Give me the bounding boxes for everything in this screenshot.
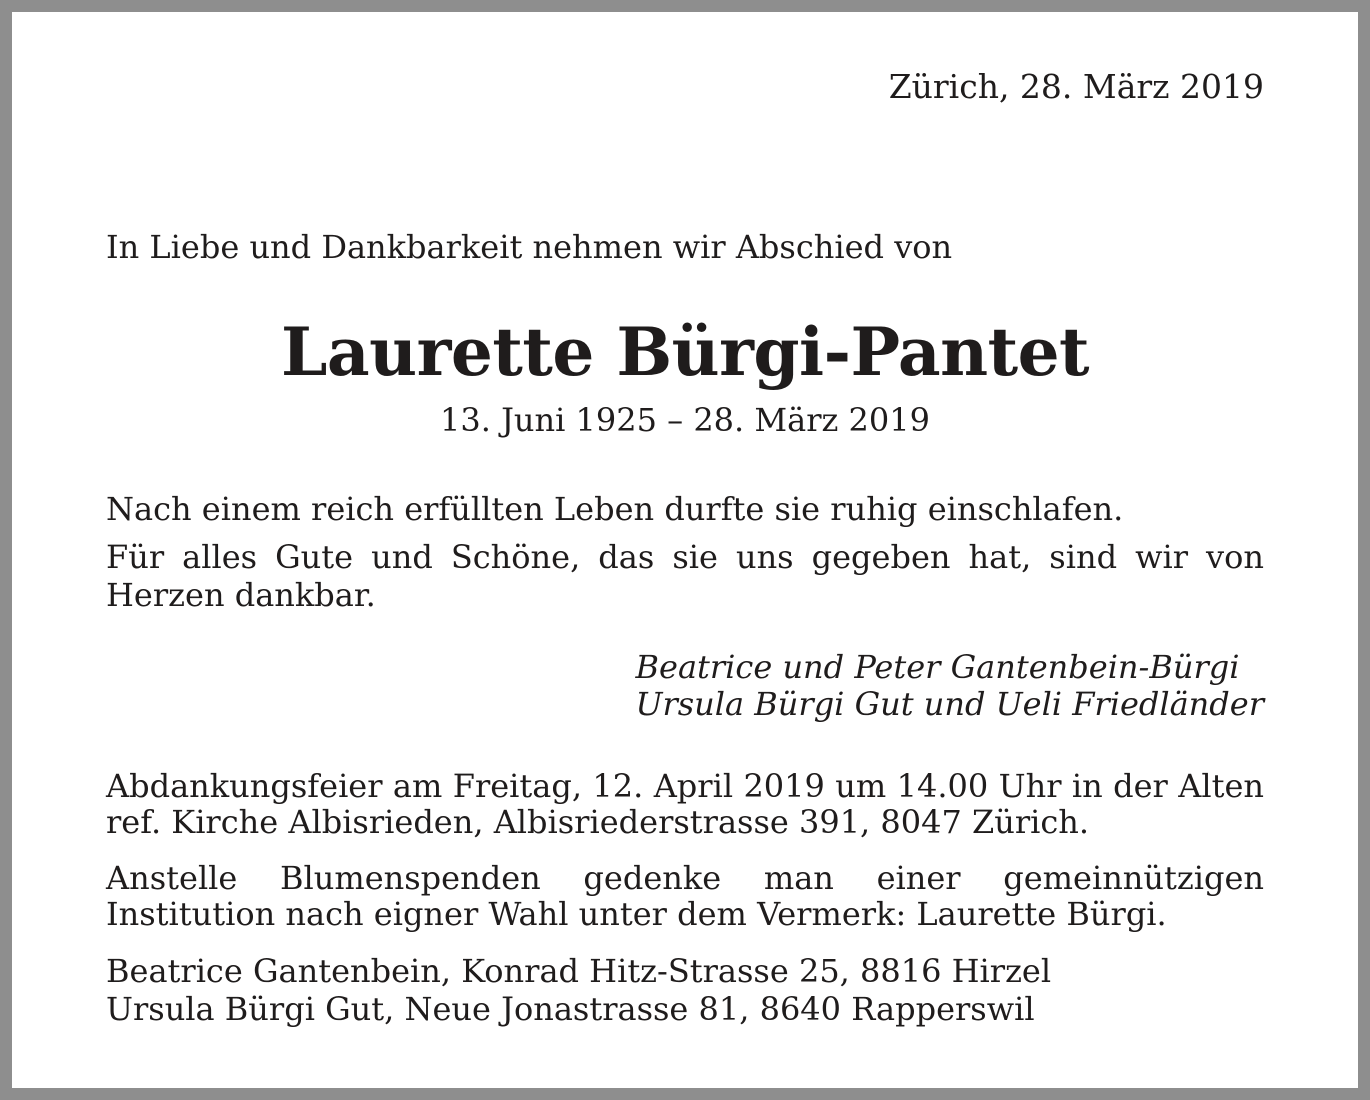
- address-line: Beatrice Gantenbein, Konrad Hitz-Strasse 25, 8816 Hirzel: [106, 952, 1052, 990]
- address-line: Ursula Bürgi Gut, Neue Jonastrasse 81, 8640 Rapperswil: [106, 990, 1035, 1028]
- ceremony-paragraph: Abdankungsfeier am Freitag, 12. April 2019 um 14.00 Uhr in der Alten ref. Kirche Albisrieden, Albisriederstrasse 391, 8047 Zürich.: [106, 767, 1264, 841]
- text-paragraph-1: Nach einem reich erfüllten Leben durfte sie ruhig einschlafen.: [106, 490, 1124, 528]
- donation-paragraph: Anstelle Blumenspenden gedenke man einer gemeinnützigen Institution nach eigner Wahl unter dem Vermerk: Laurette Bürgi.: [106, 859, 1264, 933]
- deceased-name: Laurette Bürgi-Pantet: [280, 313, 1090, 391]
- text-paragraph-2: Für alles Gute und Schöne, das sie uns gegeben hat, sind wir von Herzen dankbar.: [106, 538, 1264, 614]
- addresses-block: [106, 952, 1051, 1028]
- place-date: Zürich, 28. März 2019: [888, 67, 1264, 106]
- intro-text: In Liebe und Dankbarkeit nehmen wir Abschied von: [106, 228, 953, 266]
- signer-line: Ursula Bürgi Gut und Ueli Friedländer: [635, 685, 1264, 723]
- signer-line: Beatrice und Peter Gantenbein-Bürgi: [635, 648, 1240, 686]
- obituary-notice: [12, 12, 1358, 1088]
- signers-block: [635, 649, 1264, 723]
- life-dates: 13. Juni 1925 – 28. März 2019: [440, 401, 930, 439]
